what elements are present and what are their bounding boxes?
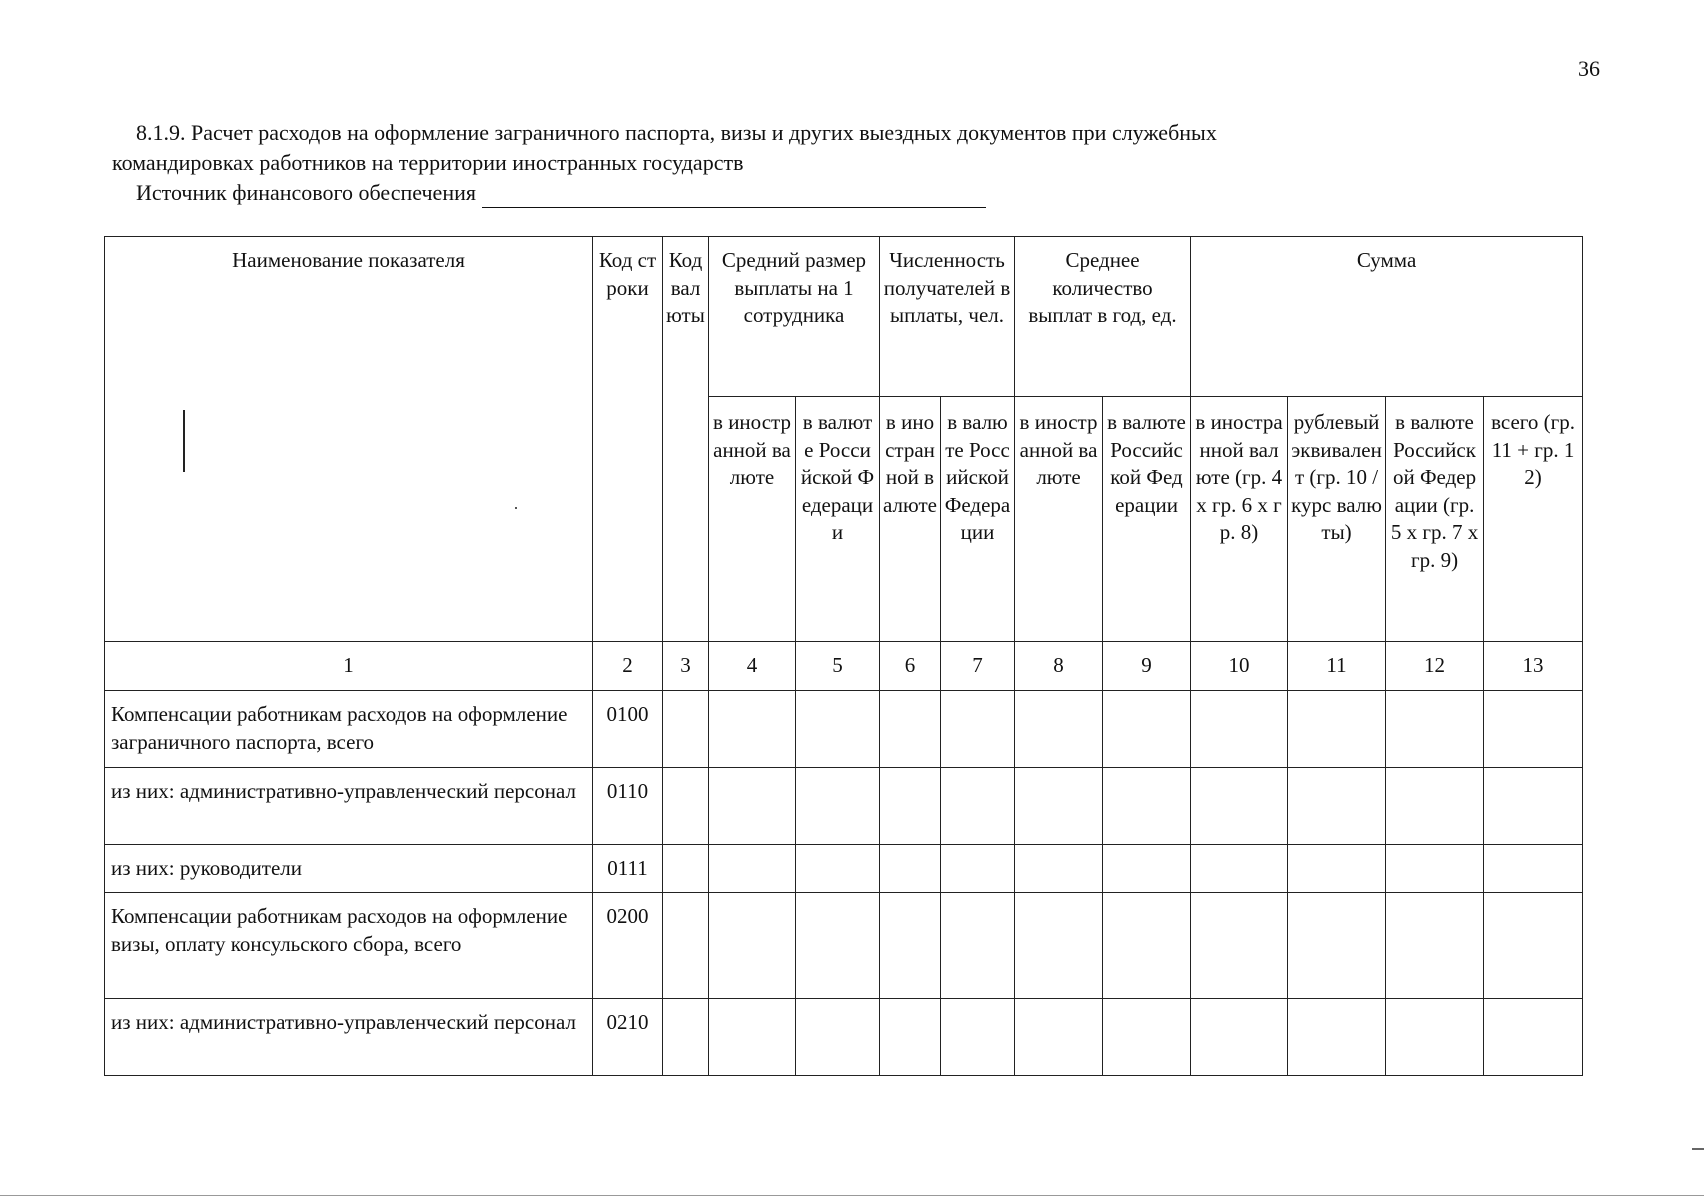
column-number: 8: [1015, 642, 1103, 691]
data-cell[interactable]: [941, 999, 1015, 1076]
data-cell[interactable]: [880, 999, 941, 1076]
table-row: [105, 999, 1583, 1076]
data-cell[interactable]: [709, 691, 796, 768]
data-cell[interactable]: [1191, 691, 1288, 768]
data-cell[interactable]: [663, 893, 709, 999]
data-cell[interactable]: [796, 768, 880, 845]
data-cell[interactable]: [1484, 691, 1583, 768]
data-cell[interactable]: [1015, 893, 1103, 999]
column-number: 7: [941, 642, 1015, 691]
header-currency-code: Код валюты: [663, 237, 709, 642]
subheader-col-6: в иностранной валюте: [880, 397, 941, 642]
subheader-col-9: в валюте Российской Федерации: [1103, 397, 1191, 642]
data-cell[interactable]: [1015, 691, 1103, 768]
header-name: Наименование показателя: [105, 237, 593, 642]
data-cell[interactable]: [941, 893, 1015, 999]
subheader-col-11: рублевый эквивалент (гр. 10 / курс валюты): [1288, 397, 1386, 642]
header-row: [105, 237, 1583, 397]
header-avg-payment: Средний размер выплаты на 1 сотрудника: [709, 237, 880, 397]
data-cell[interactable]: [1386, 845, 1484, 893]
subheader-col-7: в валюте Российской Федерации: [941, 397, 1015, 642]
column-number: 1: [105, 642, 593, 691]
row-name: из них: административно-управленческий персонал: [105, 999, 593, 1076]
data-cell[interactable]: [796, 999, 880, 1076]
calculation-table: [104, 236, 1583, 1076]
funding-source: [136, 178, 986, 208]
row-code: 0110: [593, 768, 663, 845]
section-heading-line-2: командировках работников на территории иностранных государств: [112, 150, 744, 175]
column-number: 6: [880, 642, 941, 691]
row-code: 0200: [593, 893, 663, 999]
data-cell[interactable]: [880, 691, 941, 768]
column-number: 4: [709, 642, 796, 691]
data-cell[interactable]: [796, 893, 880, 999]
subheader-col-10: в иностранной валюте (гр. 4 х гр. 6 х гр. 8): [1191, 397, 1288, 642]
column-number: 9: [1103, 642, 1191, 691]
scan-artifact-edge-tick: [1692, 1148, 1704, 1150]
row-name: из них: руководители: [105, 845, 593, 893]
data-cell[interactable]: [1191, 893, 1288, 999]
scan-artifact-mark: [183, 410, 185, 472]
data-cell[interactable]: [941, 768, 1015, 845]
page-number: 36: [1578, 56, 1600, 81]
table-row: [105, 845, 1583, 893]
data-cell[interactable]: [1484, 893, 1583, 999]
data-cell[interactable]: [1191, 845, 1288, 893]
section-heading-line-1: 8.1.9. Расчет расходов на оформление заграничного паспорта, визы и других выездных документов при служебных: [136, 120, 1217, 145]
data-cell[interactable]: [1191, 999, 1288, 1076]
subheader-col-8: в иностранной валюте: [1015, 397, 1103, 642]
data-cell[interactable]: [709, 768, 796, 845]
data-cell[interactable]: [1288, 691, 1386, 768]
data-cell[interactable]: [663, 768, 709, 845]
data-cell[interactable]: [796, 691, 880, 768]
data-cell[interactable]: [709, 999, 796, 1076]
column-number: 10: [1191, 642, 1288, 691]
subheader-col-13: всего (гр. 11 + гр. 12): [1484, 397, 1583, 642]
subheader-col-12: в валюте Российской Федерации (гр. 5 х гр. 7 х гр. 9): [1386, 397, 1484, 642]
row-code: 0210: [593, 999, 663, 1076]
data-cell[interactable]: [663, 845, 709, 893]
data-cell[interactable]: [1015, 768, 1103, 845]
data-cell[interactable]: [1484, 845, 1583, 893]
data-cell[interactable]: [1288, 999, 1386, 1076]
data-cell[interactable]: [880, 768, 941, 845]
column-number: 5: [796, 642, 880, 691]
data-cell[interactable]: [880, 845, 941, 893]
row-name: Компенсации работникам расходов на оформление визы, оплату консульского сбора, всего: [105, 893, 593, 999]
header-avg-count: Среднее количество выплат в год, ед.: [1015, 237, 1191, 397]
data-cell[interactable]: [1386, 691, 1484, 768]
header-line-code: Код строки: [593, 237, 663, 642]
data-cell[interactable]: [1015, 999, 1103, 1076]
column-number: 11: [1288, 642, 1386, 691]
data-cell[interactable]: [796, 845, 880, 893]
data-cell[interactable]: [709, 845, 796, 893]
header-recipients: Численность получателей выплаты, чел.: [880, 237, 1015, 397]
data-cell[interactable]: [1484, 999, 1583, 1076]
scan-artifact-dot: [515, 507, 517, 509]
data-cell[interactable]: [1288, 893, 1386, 999]
row-name: из них: административно-управленческий персонал: [105, 768, 593, 845]
section-heading: [112, 118, 1585, 178]
column-number: 12: [1386, 642, 1484, 691]
data-cell[interactable]: [1386, 999, 1484, 1076]
data-cell[interactable]: [1191, 768, 1288, 845]
data-cell[interactable]: [663, 999, 709, 1076]
subheader-col-5: в валюте Российской Федерации: [796, 397, 880, 642]
data-cell[interactable]: [1103, 893, 1191, 999]
column-number: 3: [663, 642, 709, 691]
data-cell[interactable]: [709, 893, 796, 999]
column-number: 2: [593, 642, 663, 691]
scan-artifact-bottom-line: [0, 1195, 1704, 1196]
data-cell[interactable]: [1288, 845, 1386, 893]
subheader-col-4: в иностранной валюте: [709, 397, 796, 642]
row-name: Компенсации работникам расходов на оформление заграничного паспорта, всего: [105, 691, 593, 768]
data-cell[interactable]: [880, 893, 941, 999]
column-number: 13: [1484, 642, 1583, 691]
data-cell[interactable]: [941, 691, 1015, 768]
data-cell[interactable]: [1103, 691, 1191, 768]
data-cell[interactable]: [1103, 845, 1191, 893]
data-cell[interactable]: [1103, 999, 1191, 1076]
data-cell[interactable]: [1386, 768, 1484, 845]
row-code: 0100: [593, 691, 663, 768]
data-cell[interactable]: [1484, 768, 1583, 845]
column-numbers-row: [105, 642, 1583, 691]
data-cell[interactable]: [941, 845, 1015, 893]
table-row: [105, 768, 1583, 845]
data-cell[interactable]: [1015, 845, 1103, 893]
table-row: [105, 893, 1583, 999]
row-code: 0111: [593, 845, 663, 893]
header-sum: Сумма: [1191, 237, 1583, 397]
data-cell[interactable]: [1103, 768, 1191, 845]
table-row: [105, 691, 1583, 768]
data-cell[interactable]: [663, 691, 709, 768]
data-cell[interactable]: [1288, 768, 1386, 845]
funding-source-label: Источник финансового обеспечения: [136, 180, 476, 205]
data-cell[interactable]: [1386, 893, 1484, 999]
funding-source-blank-field[interactable]: [482, 183, 986, 208]
